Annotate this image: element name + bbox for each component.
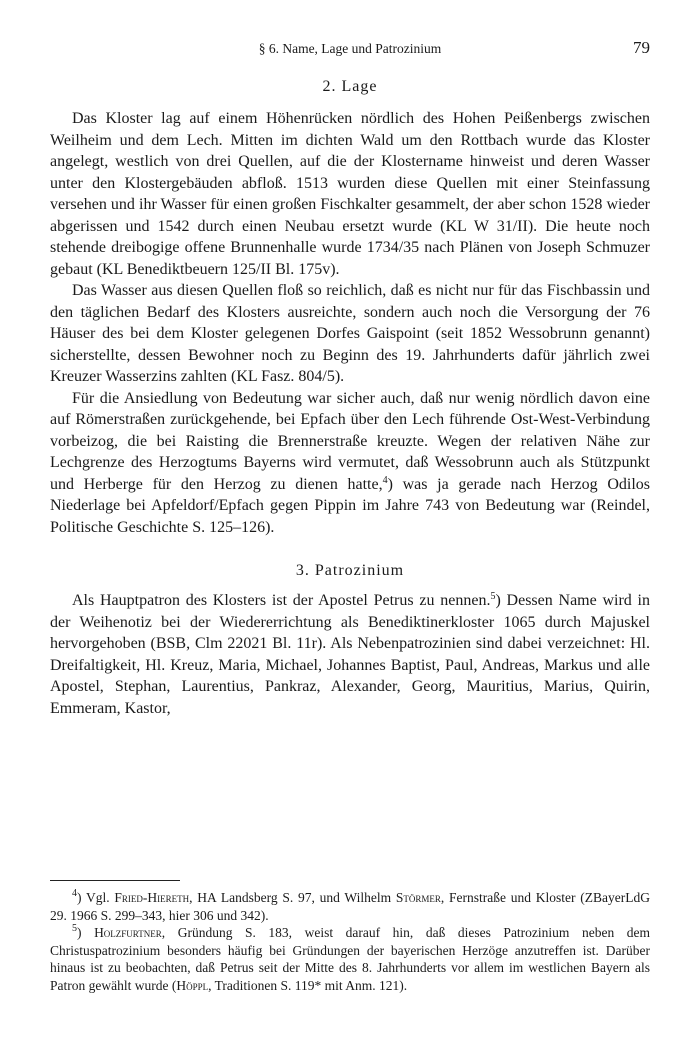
footnote-5-text-a: , Gründung S. 183, weist darauf hin, daß dieses Patrozinium neben dem Christuspatrozinium besonders häufig bei Gründungen der bayerischen Herzöge anzutreffen ist. Darüber hinaus ist zu beobachten, daß Petrus seit der Mitte des 8. Jahrhunderts vor allem im westlichen Bayern als Patron gewählt wurde ( <box>50 925 651 993</box>
footnote-ref-4[interactable]: 4 <box>382 474 388 486</box>
footnote-4 <box>50 889 650 924</box>
footnote-4-author-stoermer: Störmer <box>395 890 441 905</box>
paragraph-lage-2: Das Wasser aus diesen Quellen floß so reichlich, daß es nicht nur für das Fischbassin und den täglichen Bedarf des Klosters ausreichte, sondern auch noch die Versorgung der 76 Häuser des bei dem Kloster gelegenen Dorfes Gaispoint (seit 1852 Wessobrunn genannt) sicherstellte, dessen Bewohner noch zu Beginn des 19. Jahrhunderts dafür jährlich zwei Kreuzer Wasserzins zahlten (KL Fasz. 804/5). <box>50 282 650 385</box>
footnote-mark-5-paren: ) <box>77 925 82 940</box>
page-number: 79 <box>633 38 650 57</box>
footnote-4-text-a: Vgl. <box>81 890 115 905</box>
footnote-5-author-holzfurtner: Holzfurtner <box>94 925 162 940</box>
footnote-5 <box>50 924 650 994</box>
footnote-mark-5: 5 <box>72 923 77 934</box>
paragraph-lage-1: Das Kloster lag auf einem Höhenrücken nördlich des Hohen Peißenbergs zwischen Weilheim und dem Lech. Mitten im dichten Wald um den Rottbach wurde das Kloster angelegt, westlich von drei Quellen, auf die der Klostername hinweist und deren Wasser unter den Klostergebäuden abfloß. 1513 wurden diese Quellen mit einer Steinfassung versehen und ihr Wasser für einen großen Fischkalter gesammelt, der aber schon 1528 wieder abgerissen und 1542 durch einen Neubau ersetzt wurde (KL W 31/II). Die heute noch stehende dreibogige offene Brunnenhalle wurde 1734/35 nach Plänen von Joseph Schmuzer gebaut (KL Benediktbeuern 125/II Bl. 175v). <box>50 110 650 278</box>
footnote-4-text-c: , Fernstraße und Kloster (ZBayerLdG 29. 1966 S. 299–343, hier 306 und 342). <box>50 890 651 923</box>
paragraph-lage-3-text: Für die Ansiedlung von Bedeutung war sicher auch, daß nur wenig nördlich davon eine auf Römerstraßen zurückgehende, bei Epfach über den Lech führende Ost-West-Verbindung vorbeizog, die bei Raisting die Brennerstraße kreuzte. Wegen der relativen Nähe zur Lechgrenze des Herzogtums Bayerns wird vermutet, daß Wessobrunn auch als Stützpunkt und Herberge für den Herzog zu dienen hatte, <box>50 389 650 493</box>
footnote-mark-4: 4 <box>72 888 77 899</box>
paragraph-lage-3 <box>50 388 650 539</box>
paragraph-patrozinium-1 <box>50 590 650 719</box>
main-text <box>50 76 650 719</box>
running-title: § 6. Name, Lage und Patrozinium <box>258 41 442 56</box>
footnote-5-author-hoeppl: Höppl <box>176 977 209 993</box>
footnote-5-text-b: , Traditionen S. 119* mit Anm. 121). <box>208 977 408 993</box>
section-heading-lage: 2. Lage <box>322 78 378 95</box>
footnote-mark-4-paren: ) <box>77 890 82 905</box>
footnotes <box>50 880 650 994</box>
footnote-4-text-b: , HA Landsberg S. 97, und Wilhelm <box>189 890 396 905</box>
footnote-divider <box>50 880 180 881</box>
running-header <box>50 38 650 60</box>
paragraph-lage-3-text-cont: ) was ja gerade nach Herzog Odilos Niederlage bei Apfeldorf/Epfach gegen Pippin im Jahre 743 von Bedeutung war (Reindel, Politische Geschichte S. 125–126). <box>50 475 650 536</box>
paragraph-patrozinium-1-text: Als Hauptpatron des Klosters ist der Apostel Petrus zu nennen. <box>72 592 491 609</box>
footnote-ref-5[interactable]: 5 <box>490 591 496 602</box>
section-heading-patrozinium: 3. Patrozinium <box>295 562 405 579</box>
footnote-4-author-fried-hiereth: Fried-Hiereth <box>114 890 190 905</box>
paragraph-patrozinium-1-text-cont: ) Dessen Name wird in der Weihenotiz bei der Wiedererrichtung als Benediktinerkloster 1065 durch Majuskel hervorgehoben (BSB, Clm 22021 Bl. 11r). Als Nebenpatrozinien sind dabei verzeichnet: Hl. Dreifaltigkeit, Hl. Kreuz, Maria, Michael, Johannes Baptist, Paul, Andreas, Markus und alle Apostel, Stephan, Laurentius, Pankraz, Alexander, Georg, Mauritius, Marius, Quirin, Emmeram, Kastor, <box>50 592 651 717</box>
